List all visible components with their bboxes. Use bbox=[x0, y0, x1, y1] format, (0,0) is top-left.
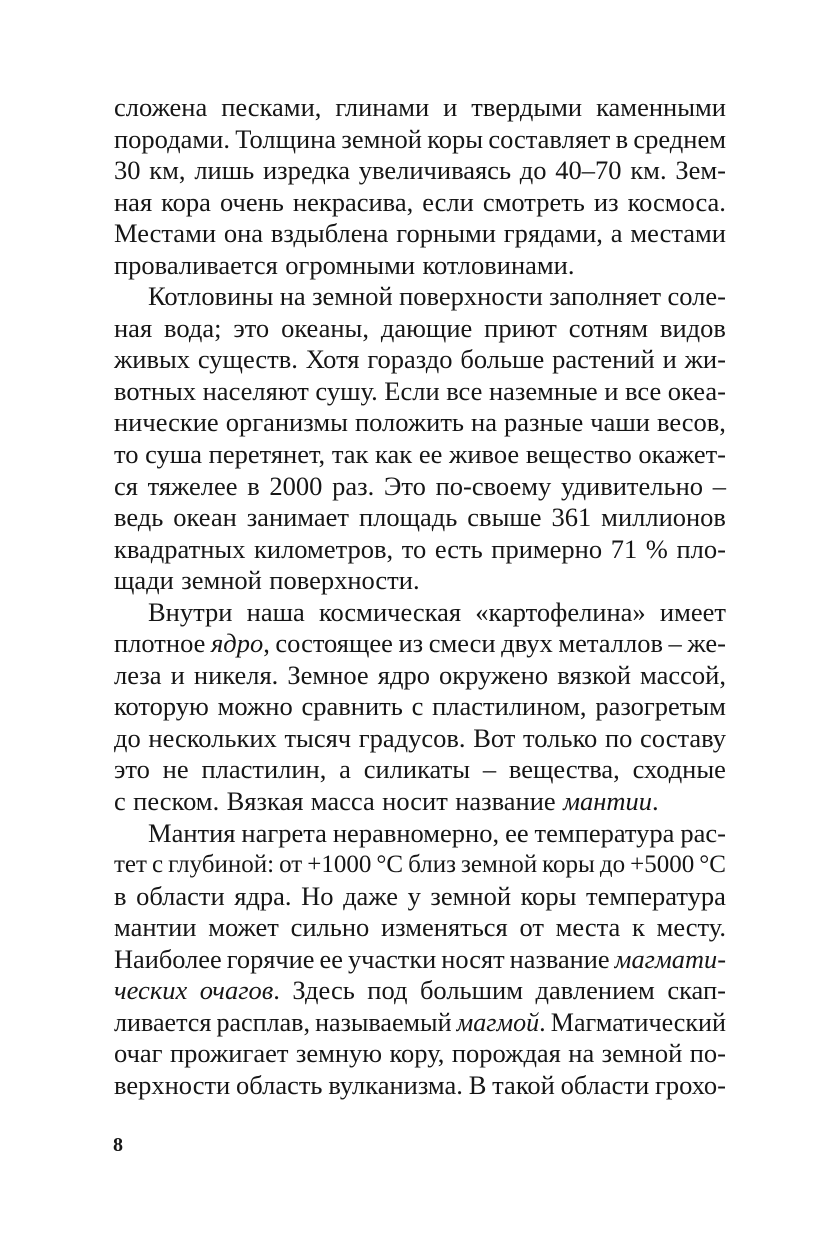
word: – bbox=[712, 470, 726, 501]
word: она bbox=[223, 218, 264, 249]
word: песком. bbox=[133, 786, 220, 817]
word: +5000 bbox=[630, 851, 695, 879]
text-line bbox=[114, 691, 726, 723]
word: разные bbox=[504, 407, 584, 438]
word: магмати- bbox=[614, 943, 726, 974]
word: даже bbox=[343, 880, 399, 911]
word: тяжелее bbox=[147, 470, 238, 501]
word: носят bbox=[441, 943, 505, 974]
word: из bbox=[593, 186, 619, 217]
word: можно bbox=[217, 691, 293, 722]
word: °C bbox=[376, 851, 404, 879]
text-line bbox=[114, 723, 726, 755]
word: вулканизма. bbox=[328, 1069, 463, 1100]
word: лишь bbox=[194, 155, 255, 186]
word: наземные bbox=[488, 375, 598, 406]
word: вещество bbox=[525, 439, 632, 470]
word: Вот bbox=[473, 722, 516, 753]
word: населяют bbox=[202, 375, 309, 406]
word: Хотя bbox=[305, 344, 360, 375]
word: сложена bbox=[114, 92, 208, 122]
word: из bbox=[398, 628, 424, 659]
word: кора bbox=[161, 186, 211, 217]
word: нагрета bbox=[241, 817, 327, 848]
word: к bbox=[631, 912, 645, 943]
word: сходные bbox=[632, 754, 726, 785]
word: все bbox=[446, 375, 483, 406]
word: на bbox=[471, 407, 497, 438]
word: растений bbox=[552, 344, 655, 375]
word: никеля. bbox=[193, 659, 279, 690]
word: по- bbox=[689, 1038, 726, 1069]
text-line bbox=[114, 849, 726, 881]
word: до bbox=[599, 851, 626, 879]
word: очаг bbox=[114, 1038, 163, 1069]
word: приют bbox=[484, 312, 557, 343]
word: может bbox=[208, 912, 279, 943]
word: неравномерно, bbox=[332, 817, 500, 848]
word: °C bbox=[699, 851, 726, 879]
word: увеличиваясь bbox=[358, 155, 512, 186]
word: котловинами. bbox=[422, 249, 575, 280]
word: то bbox=[401, 533, 427, 564]
word: весов, bbox=[657, 407, 726, 438]
word: ся bbox=[114, 470, 138, 501]
word: миллионов bbox=[601, 502, 726, 533]
word: чаши bbox=[590, 407, 650, 438]
word: на bbox=[568, 1038, 595, 1069]
word: глинами bbox=[335, 92, 430, 122]
word: ливается bbox=[114, 1007, 212, 1037]
word: космоса. bbox=[627, 186, 726, 217]
word: порождая bbox=[451, 1038, 561, 1069]
word: пло- bbox=[676, 533, 726, 564]
word: на bbox=[279, 281, 306, 312]
word: живых bbox=[114, 344, 191, 375]
word: есть bbox=[434, 533, 483, 564]
word: то bbox=[114, 439, 139, 470]
word: разогретым bbox=[595, 691, 726, 722]
word: изменяться bbox=[380, 912, 508, 943]
word: от bbox=[519, 912, 544, 943]
word: скап- bbox=[667, 975, 726, 1006]
word: мантии. bbox=[563, 786, 659, 817]
word: название bbox=[455, 786, 556, 817]
text-line bbox=[114, 628, 726, 660]
word: земной bbox=[430, 880, 512, 911]
word: у bbox=[407, 880, 421, 911]
word: организмы bbox=[225, 407, 348, 438]
word: песками, bbox=[221, 92, 322, 122]
word: это bbox=[233, 312, 270, 343]
word: океаны, bbox=[281, 312, 369, 343]
text-line bbox=[114, 439, 726, 471]
word: твердыми bbox=[471, 92, 583, 122]
word: и bbox=[443, 92, 458, 122]
word: близ bbox=[408, 851, 456, 879]
word: сильно bbox=[290, 912, 370, 943]
word: до bbox=[114, 722, 141, 753]
word: как bbox=[375, 439, 413, 470]
word: проваливается bbox=[114, 249, 278, 280]
word: видов bbox=[659, 312, 726, 343]
word: Вязкая bbox=[226, 786, 304, 817]
word: по bbox=[604, 722, 633, 753]
word: коры bbox=[542, 851, 595, 879]
text-line bbox=[114, 597, 726, 629]
text-line bbox=[114, 881, 726, 913]
word: огромными bbox=[285, 249, 416, 280]
text-line bbox=[114, 344, 726, 376]
word: вещества, bbox=[508, 754, 620, 785]
word: и bbox=[604, 375, 619, 406]
word: земной bbox=[461, 851, 538, 879]
word: км, bbox=[149, 155, 186, 186]
word: наша bbox=[246, 596, 305, 627]
word: не bbox=[162, 754, 189, 785]
word: Земное bbox=[287, 659, 369, 690]
word: «картофелина» bbox=[475, 596, 646, 627]
text-line bbox=[114, 818, 726, 850]
word: жи- bbox=[684, 344, 726, 375]
word: пластилин, bbox=[201, 754, 327, 785]
word: области bbox=[560, 1069, 650, 1100]
text-line bbox=[114, 1038, 726, 1070]
text-line bbox=[114, 912, 726, 944]
word: свыше bbox=[467, 502, 542, 533]
word: километров, bbox=[254, 533, 394, 564]
word: если bbox=[422, 186, 474, 217]
word: заполняет bbox=[549, 281, 662, 312]
word: Это bbox=[383, 470, 426, 501]
word: в bbox=[615, 123, 629, 154]
word: температура bbox=[534, 817, 675, 848]
word: с bbox=[114, 786, 126, 817]
word: поверхности bbox=[399, 281, 543, 312]
word: ная bbox=[114, 312, 153, 343]
word: площадь bbox=[358, 502, 458, 533]
word: 2000 bbox=[269, 470, 323, 501]
word: ее bbox=[505, 817, 529, 848]
word: участки bbox=[347, 943, 437, 974]
word: 361 bbox=[551, 502, 592, 533]
text-line bbox=[114, 250, 726, 282]
word: некрасива, bbox=[292, 186, 414, 217]
word: среднем bbox=[633, 123, 726, 154]
word: земной bbox=[312, 281, 393, 312]
word: ее bbox=[418, 439, 443, 470]
word: соле- bbox=[667, 281, 726, 312]
word: тысяч bbox=[284, 722, 352, 753]
word: носит bbox=[382, 786, 448, 817]
word: кору, bbox=[389, 1038, 445, 1069]
word: состоящее bbox=[275, 628, 393, 659]
text-line bbox=[114, 281, 726, 313]
word: 40–70 bbox=[555, 155, 622, 186]
word: Наиболее bbox=[114, 943, 222, 974]
word: расплав, bbox=[216, 1007, 311, 1037]
word: ведь bbox=[114, 502, 164, 533]
word: коры bbox=[520, 880, 577, 911]
word: окажет- bbox=[638, 439, 726, 470]
word: 71 bbox=[610, 533, 638, 564]
word: такой bbox=[492, 1069, 555, 1100]
text-line bbox=[114, 944, 726, 976]
word: Но bbox=[301, 880, 334, 911]
word: и bbox=[170, 659, 185, 690]
word: +1000 bbox=[307, 851, 372, 879]
word: верхности bbox=[114, 1069, 231, 1100]
word: космическая bbox=[318, 596, 462, 627]
word: грядами, bbox=[503, 218, 603, 249]
word: перетянет, bbox=[208, 439, 326, 470]
word: леза bbox=[114, 659, 162, 690]
word: сотням bbox=[568, 312, 649, 343]
text-line bbox=[114, 124, 726, 156]
word: изредка bbox=[262, 155, 351, 186]
word: ядро bbox=[377, 659, 430, 690]
word: ческих bbox=[114, 975, 188, 1006]
word: очагов. bbox=[199, 975, 280, 1006]
word: мантии bbox=[114, 912, 197, 943]
word: вздыблена bbox=[270, 218, 389, 249]
word: земную bbox=[295, 1038, 383, 1069]
word: так bbox=[331, 439, 369, 470]
word: все bbox=[625, 375, 662, 406]
word: дающие bbox=[380, 312, 473, 343]
word: давлением bbox=[535, 975, 655, 1006]
word: плотное bbox=[114, 628, 206, 659]
word: породами. bbox=[114, 123, 230, 154]
word: 30 bbox=[114, 155, 141, 186]
text-line bbox=[114, 1007, 726, 1039]
word: ядра. bbox=[234, 880, 292, 911]
word: ядро, bbox=[210, 628, 270, 659]
word: больше bbox=[460, 344, 545, 375]
text-line bbox=[114, 534, 726, 566]
word: Здесь bbox=[292, 975, 355, 1006]
word: квадратных bbox=[114, 533, 246, 564]
word: примерно bbox=[491, 533, 603, 564]
word: окружено bbox=[439, 659, 549, 690]
page-number: 8 bbox=[113, 1134, 123, 1156]
body-text bbox=[114, 92, 726, 1102]
word: земной bbox=[181, 565, 262, 596]
word: массой, bbox=[640, 659, 726, 690]
text-line bbox=[114, 313, 726, 345]
word: которую bbox=[114, 691, 209, 722]
text-line bbox=[114, 376, 726, 408]
text-line bbox=[114, 187, 726, 219]
word: называемый bbox=[315, 1007, 452, 1037]
word: вотных bbox=[114, 375, 197, 406]
text-line bbox=[114, 92, 726, 124]
word: % bbox=[645, 533, 668, 564]
word: глубиной: bbox=[168, 851, 275, 879]
word: с bbox=[411, 691, 424, 722]
word: металлов bbox=[558, 628, 663, 659]
word: двух bbox=[501, 628, 553, 659]
word: Котловины bbox=[148, 281, 274, 312]
word: по-своему bbox=[435, 470, 552, 501]
word: имеет bbox=[659, 596, 726, 627]
text-line bbox=[114, 1070, 726, 1102]
word: с bbox=[151, 851, 164, 879]
word: раз. bbox=[332, 470, 375, 501]
text-line bbox=[114, 786, 726, 818]
word: градусов. bbox=[358, 722, 466, 753]
word: температура bbox=[586, 880, 726, 911]
text-line bbox=[114, 502, 726, 534]
word: большим bbox=[419, 975, 524, 1006]
word: суша bbox=[145, 439, 202, 470]
word: Мантия bbox=[148, 817, 236, 848]
word: – bbox=[482, 754, 497, 785]
word: земной bbox=[601, 1038, 683, 1069]
word: и bbox=[662, 344, 677, 375]
word: области bbox=[136, 880, 225, 911]
word: океа- bbox=[667, 375, 726, 406]
text-line bbox=[114, 754, 726, 786]
word: каменными bbox=[596, 92, 726, 122]
word: существ. bbox=[197, 344, 298, 375]
word: Зем- bbox=[675, 155, 726, 186]
word: сушу. bbox=[315, 375, 378, 406]
text-line bbox=[114, 155, 726, 187]
word: щади bbox=[114, 565, 174, 596]
word: живое bbox=[449, 439, 520, 470]
word: область bbox=[236, 1069, 323, 1100]
word: название bbox=[509, 943, 610, 974]
word: в bbox=[114, 880, 127, 911]
word: очень bbox=[219, 186, 284, 217]
word: занимает bbox=[246, 502, 350, 533]
word: поверхности. bbox=[269, 565, 420, 596]
word: рас- bbox=[680, 817, 726, 848]
word: км. bbox=[630, 155, 667, 186]
word: ная bbox=[114, 186, 153, 217]
word: же- bbox=[687, 628, 726, 659]
word: в bbox=[247, 470, 260, 501]
word: вода; bbox=[164, 312, 222, 343]
word: масса bbox=[310, 786, 375, 817]
word: грохо- bbox=[654, 1069, 726, 1100]
word: Местами bbox=[114, 218, 217, 249]
word: вязкой bbox=[557, 659, 631, 690]
word: В bbox=[468, 1069, 487, 1100]
word: составляет bbox=[488, 123, 611, 154]
word: нические bbox=[114, 407, 219, 438]
word: это bbox=[114, 754, 150, 785]
text-line bbox=[114, 975, 726, 1007]
word: океан bbox=[173, 502, 237, 533]
word: местами bbox=[630, 218, 726, 249]
word: – bbox=[668, 628, 682, 659]
word: смеси bbox=[428, 628, 496, 659]
word: месту. bbox=[656, 912, 726, 943]
word: а bbox=[610, 218, 623, 249]
word: Толщина bbox=[235, 123, 337, 154]
word: нескольких bbox=[148, 722, 277, 753]
word: Внутри bbox=[148, 596, 233, 627]
text-line bbox=[114, 660, 726, 692]
text-line bbox=[114, 218, 726, 250]
word: силикаты bbox=[363, 754, 471, 785]
word: только bbox=[523, 722, 598, 753]
word: Если bbox=[384, 375, 440, 406]
word: до bbox=[519, 155, 547, 186]
word: удивительно bbox=[560, 470, 704, 501]
word: ее bbox=[319, 943, 343, 974]
word: коры bbox=[427, 123, 484, 154]
word: пластилином, bbox=[432, 691, 587, 722]
word: положить bbox=[354, 407, 464, 438]
word: гораздо bbox=[367, 344, 453, 375]
word: земной bbox=[341, 123, 422, 154]
word: от bbox=[279, 851, 303, 879]
text-line bbox=[114, 471, 726, 503]
word: тет bbox=[114, 851, 147, 879]
word: под bbox=[367, 975, 408, 1006]
word: магмой. bbox=[456, 1007, 546, 1037]
word: составу bbox=[640, 722, 726, 753]
text-line bbox=[114, 565, 726, 597]
word: а bbox=[339, 754, 351, 785]
text-line bbox=[114, 407, 726, 439]
word: горными bbox=[396, 218, 496, 249]
word: Магматический bbox=[550, 1007, 726, 1037]
word: смотреть bbox=[482, 186, 585, 217]
word: прожигает bbox=[169, 1038, 289, 1069]
word: сравнить bbox=[301, 691, 403, 722]
word: горячие bbox=[226, 943, 315, 974]
word: места bbox=[555, 912, 621, 943]
